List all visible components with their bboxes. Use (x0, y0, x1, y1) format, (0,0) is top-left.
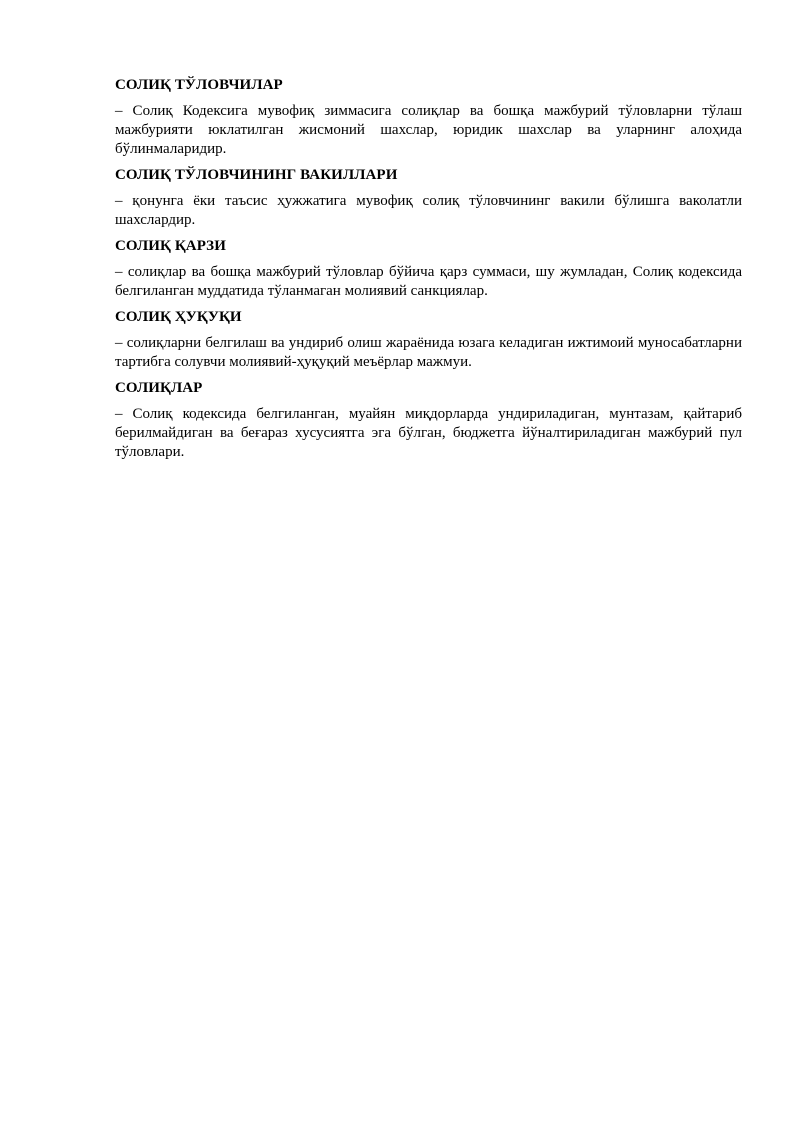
glossary-entry (115, 237, 742, 301)
entry-definition: – Солиқ Кодексига мувофиқ зиммасига солиқлар ва бошқа мажбурий тўловларни тўлаш мажбурияти юклатилган жисмоний шахслар, юридик шахслар ва уларнинг алоҳида бўлинмаларидир. (115, 103, 742, 157)
entry-definition: – қонунга ёки таъсис ҳужжатига мувофиқ солиқ тўловчининг вакили бўлишга ваколатли шахслардир. (115, 193, 742, 228)
glossary-entry (115, 308, 742, 372)
entry-term: СОЛИҚ ҚАРЗИ (115, 238, 226, 254)
entry-definition: – Солиқ кодексида белгиланган, муайян миқдорларда ундириладиган, мунтазам, қайтариб берилмайдиган ва беғараз хусусиятга эга бўлган, бюджетга йўналтириладиган мажбурий пул тўловлари. (115, 406, 742, 460)
entry-definition: – солиқлар ва бошқа мажбурий тўловлар бўйича қарз суммаси, шу жумладан, Солиқ кодексида белгиланган муддатида тўланмаган молиявий санкциялар. (115, 264, 742, 299)
glossary-entry (115, 379, 742, 462)
glossary-entry (115, 166, 742, 230)
entry-definition: – солиқларни белгилаш ва ундириб олиш жараёнида юзага келадиган ижтимоий муносабатларни тартибга солувчи молиявий-ҳуқуқий меъёрлар мажмуи. (115, 335, 742, 370)
entry-term: СОЛИҚ ТЎЛОВЧИЛАР (115, 77, 283, 93)
entry-term: СОЛИҚ ТЎЛОВЧИНИНГ ВАКИЛЛАРИ (115, 167, 398, 183)
glossary-entry (115, 76, 742, 159)
document-page (115, 76, 742, 469)
entry-term: СОЛИҚ ҲУҚУҚИ (115, 309, 242, 325)
entry-term: СОЛИҚЛАР (115, 380, 203, 396)
